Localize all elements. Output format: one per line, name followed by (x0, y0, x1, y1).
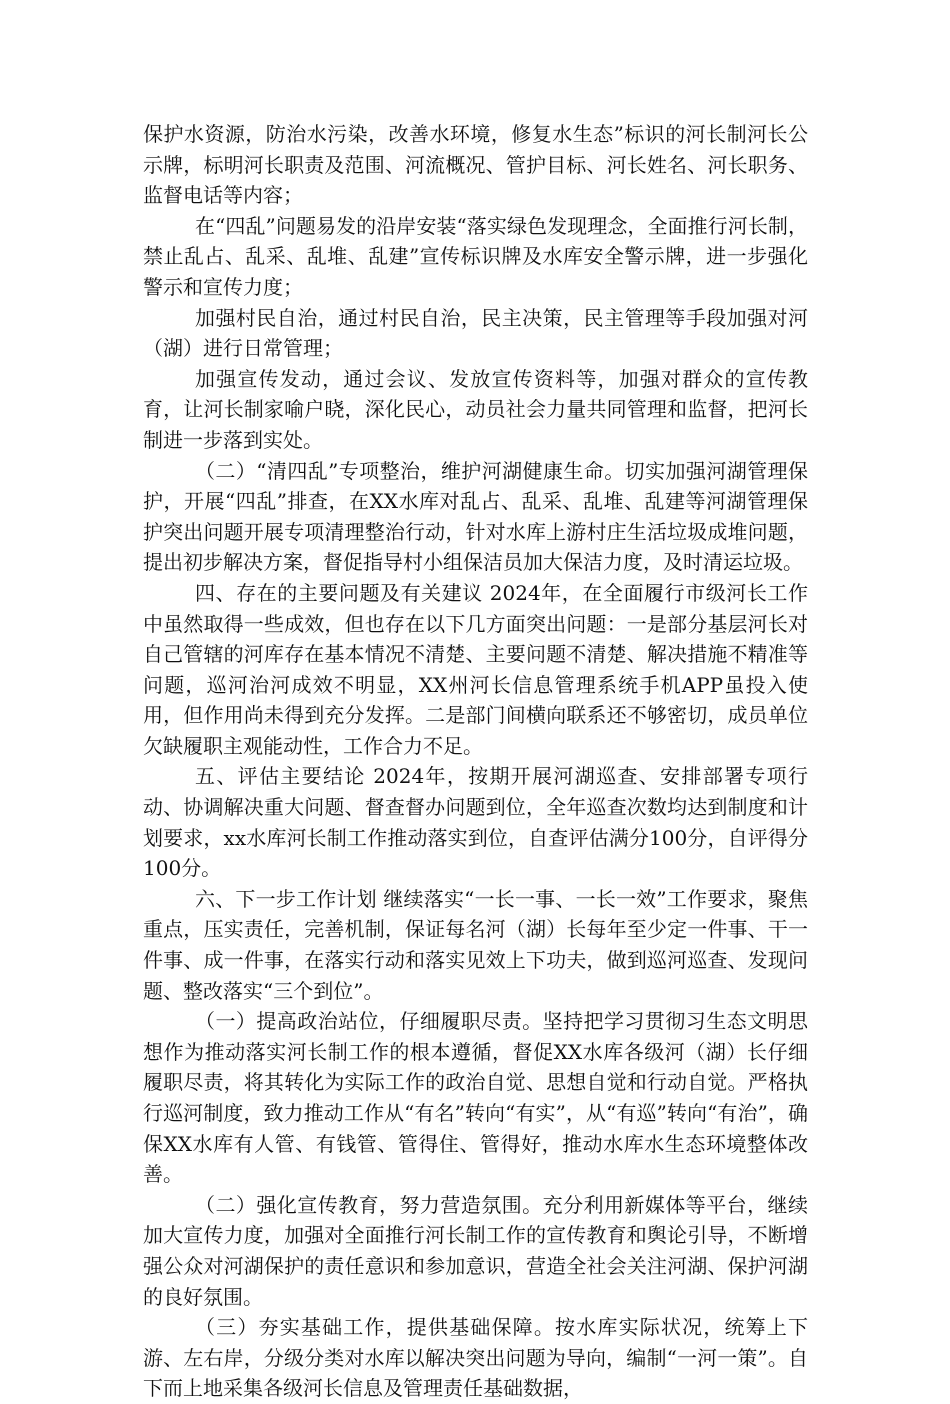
paragraph-11: （三）夯实基础工作，提供基础保障。按水库实际状况，统筹上下游、左右岸，分级分类对水库以解决突出问题为导向，编制“一河一策”。自下而上地采集各级河长信息及管理责任基础数据， (143, 1315, 808, 1401)
paragraph-3: 加强村民自治，通过村民自治，民主决策，民主管理等手段加强对河（湖）进行日常管理； (143, 305, 808, 361)
paragraph-9: （一）提高政治站位，仔细履职尽责。坚持把学习贯彻习生态文明思想作为推动落实河长制工作的根本遵循，督促XX水库各级河（湖）长仔细履职尽责，将其转化为实际工作的政治自觉、思想自觉和行动自觉。严格执行巡河制度，致力推动工作从“有名”转向“有实”，从“有巡”转向“有治”，确保XX水库有人管、有钱管、管得住、管得好，推动水库水生态环境整体改善。 (143, 1009, 808, 1187)
document-page (143, 119, 808, 1404)
paragraph-4: 加强宣传发动，通过会议、发放宣传资料等，加强对群众的宣传教育，让河长制家喻户晓，深化民心，动员社会力量共同管理和监督，把河长制进一步落到实处。 (143, 366, 808, 452)
paragraph-1: 保护水资源，防治水污染，改善水环境，修复水生态”标识的河长制河长公示牌，标明河长职责及范围、河流概况、管护目标、河长姓名、河长职务、监督电话等内容； (143, 122, 808, 208)
paragraph-10: （二）强化宣传教育，努力营造氛围。充分利用新媒体等平台，继续加大宣传力度，加强对全面推行河长制工作的宣传教育和舆论引导，不断增强公众对河湖保护的责任意识和参加意识，营造全社会关注河湖、保护河湖的良好氛围。 (143, 1192, 808, 1309)
paragraph-2: 在“四乱”问题易发的沿岸安装“落实绿色发现理念，全面推行河长制，禁止乱占、乱采、乱堆、乱建”宣传标识牌及水库安全警示牌，进一步强化警示和宣传力度； (143, 213, 808, 299)
paragraph-5: （二）“清四乱”专项整治，维护河湖健康生命。切实加强河湖管理保护，开展“四乱”排查，在XX水库对乱占、乱采、乱堆、乱建等河湖管理保护突出问题开展专项清理整治行动，针对水库上游村庄生活垃圾成堆问题，提出初步解决方案，督促指导村小组保洁员加大保洁力度，及时清运垃圾。 (143, 458, 808, 575)
paragraph-8: 六、下一步工作计划 继续落实“一长一事、一长一效”工作要求，聚焦重点，压实责任，完善机制，保证每名河（湖）长每年至少定一件事、干一件事、成一件事，在落实行动和落实见效上下功夫，做到巡河巡查、发现问题、整改落实“三个到位”。 (143, 886, 808, 1003)
paragraph-7: 五、评估主要结论 2024年，按期开展河湖巡查、安排部署专项行动、协调解决重大问题、督查督办问题到位，全年巡查次数均达到制度和计划要求，xx水库河长制工作推动落实到位，自查评估满分100分，自评得分100分。 (143, 764, 808, 881)
paragraph-6: 四、存在的主要问题及有关建议 2024年，在全面履行市级河长工作中虽然取得一些成效，但也存在以下几方面突出问题：一是部分基层河长对自己管辖的河库存在基本情况不清楚、主要问题不清楚、解决措施不精准等问题，巡河治河成效不明显，XX州河长信息管理系统手机APP虽投入使用，但作用尚未得到充分发挥。二是部门间横向联系还不够密切，成员单位欠缺履职主观能动性，工作合力不足。 (143, 580, 808, 758)
